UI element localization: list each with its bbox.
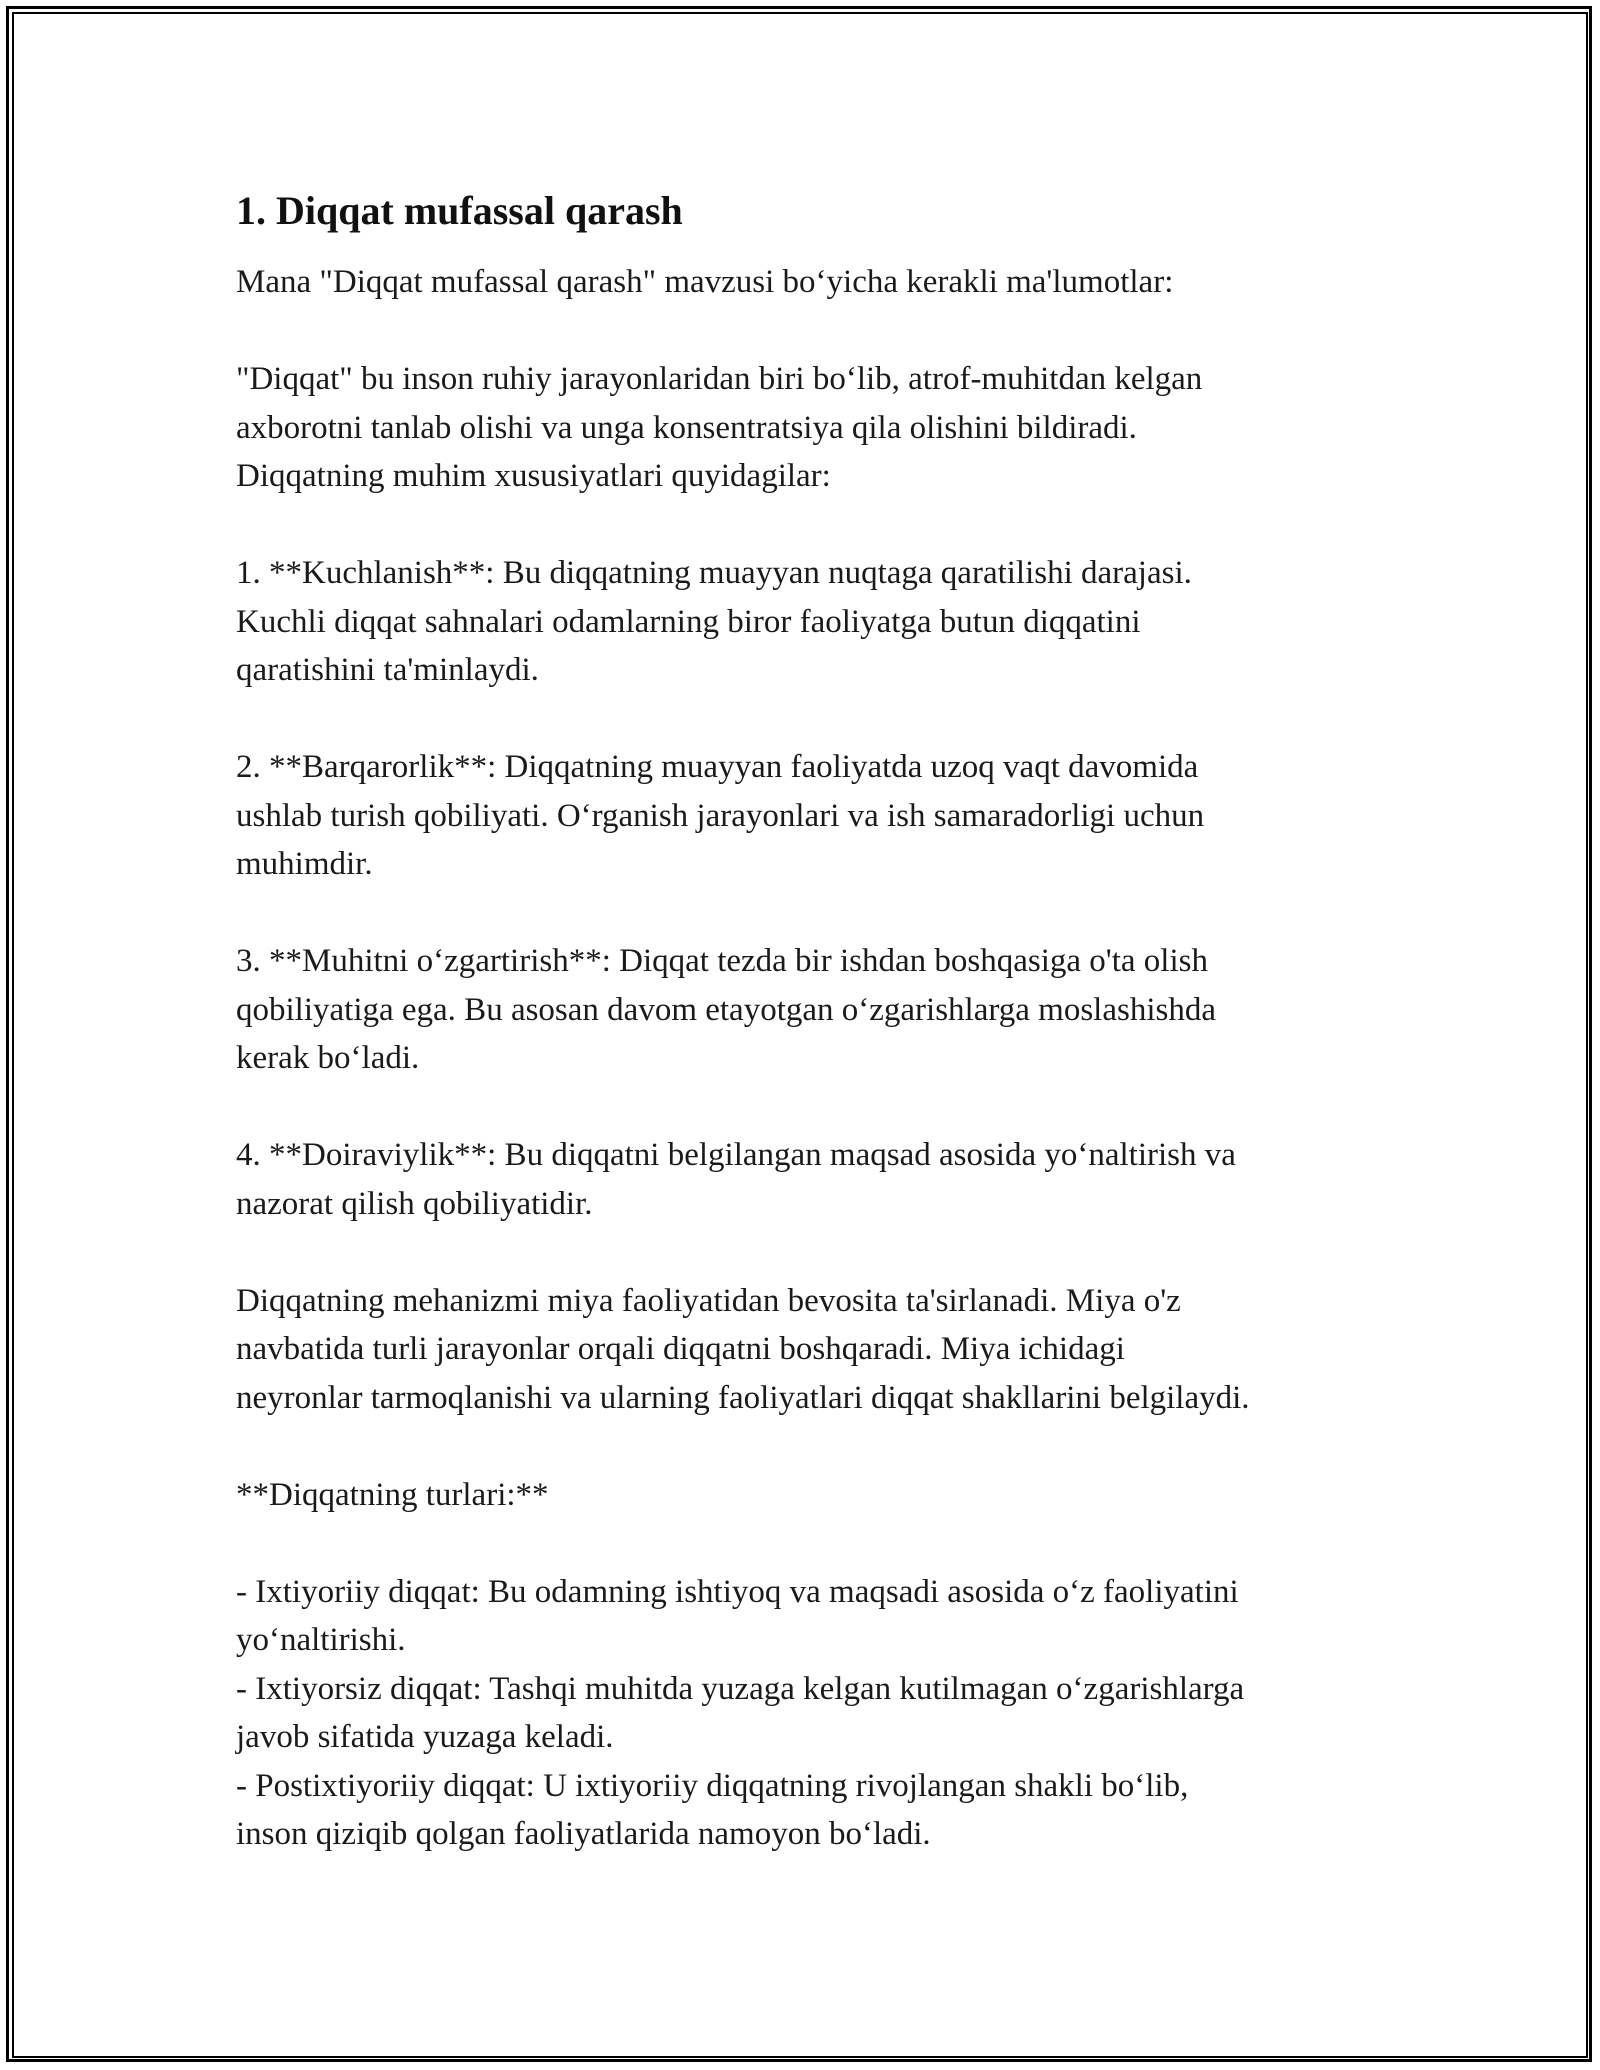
types-list-line: - Ixtiyorsiz diqqat: Tashqi muhitda yuzaga kelgan kutilmagan o‘zgarishlarga [236, 1670, 1245, 1707]
intro-line: Mana "Diqqat mufassal qarash" mavzusi bo‘yicha kerakli ma'lumotlar: [236, 264, 1174, 300]
mechanism-line: navbatida turli jarayonlar orqali diqqatni boshqaradi. Miya ichidagi [236, 1331, 1125, 1367]
types-heading [236, 1471, 1386, 1520]
property-line: Kuchli diqqat sahnalari odamlarning biror faoliyatga butun diqqatini [236, 603, 1141, 640]
property-item-barqarorlik [236, 743, 1386, 889]
property-line: ushlab turish qobiliyati. O‘rganish jarayonlari va ish samaradorligi uchun [236, 797, 1205, 834]
intro-paragraph [236, 258, 1386, 307]
property-item-kuchlanish [236, 549, 1386, 695]
definition-paragraph [236, 355, 1386, 501]
property-line: muhimdir. [236, 846, 373, 882]
property-line: kerak bo‘ladi. [236, 1040, 420, 1076]
property-line: qobiliyatiga ega. Bu asosan davom etayotgan o‘zgarishlarga moslashishda [236, 991, 1216, 1028]
document-body [236, 186, 1386, 1859]
mechanism-paragraph [236, 1277, 1386, 1423]
property-line: 3. **Muhitni o‘zgartirish**: Diqqat tezda bir ishdan boshqasiga o'ta olish [236, 943, 1208, 979]
property-line: 1. **Kuchlanish**: Bu diqqatning muayyan nuqtaga qaratilishi darajasi. [236, 555, 1192, 591]
types-list-line: inson qiziqib qolgan faoliyatlarida namoyon bo‘ladi. [236, 1816, 931, 1852]
document-title: 1. Diqqat mufassal qarash [236, 188, 683, 233]
types-list-line: - Postixtiyoriiy diqqat: U ixtiyoriiy diqqatning rivojlangan shakli bo‘lib, [236, 1767, 1189, 1804]
definition-line: "Diqqat" bu inson ruhiy jarayonlaridan biri bo‘lib, atrof-muhitdan kelgan [236, 361, 1203, 397]
types-list [236, 1568, 1386, 1859]
property-line: 4. **Doiraviylik**: Bu diqqatni belgilangan maqsad asosida yo‘naltirish va [236, 1137, 1236, 1173]
property-line: qaratishini ta'minlaydi. [236, 652, 539, 688]
property-item-doiraviylik [236, 1131, 1386, 1228]
types-heading-line: **Diqqatning turlari:** [236, 1476, 549, 1513]
types-list-line: - Ixtiyoriiy diqqat: Bu odamning ishtiyoq va maqsadi asosida o‘z faoliyatini [236, 1573, 1239, 1610]
mechanism-line: neyronlar tarmoqlanishi va ularning faoliyatlari diqqat shakllarini belgilaydi. [236, 1379, 1250, 1416]
definition-line: axborotni tanlab olishi va unga konsentratsiya qila olishini bildiradi. [236, 409, 1137, 446]
property-line: nazorat qilish qobiliyatidir. [236, 1185, 593, 1222]
property-line: 2. **Barqarorlik**: Diqqatning muayyan faoliyatda uzoq vaqt davomida [236, 749, 1199, 785]
mechanism-line: Diqqatning mehanizmi miya faoliyatidan bevosita ta'sirlanadi. Miya o'z [236, 1282, 1181, 1319]
property-item-muhitni-ozgartirish [236, 937, 1386, 1083]
definition-line: Diqqatning muhim xususiyatlari quyidagilar: [236, 458, 831, 494]
types-list-line: javob sifatida yuzaga keladi. [236, 1719, 614, 1755]
types-list-line: yo‘naltirishi. [236, 1622, 406, 1658]
